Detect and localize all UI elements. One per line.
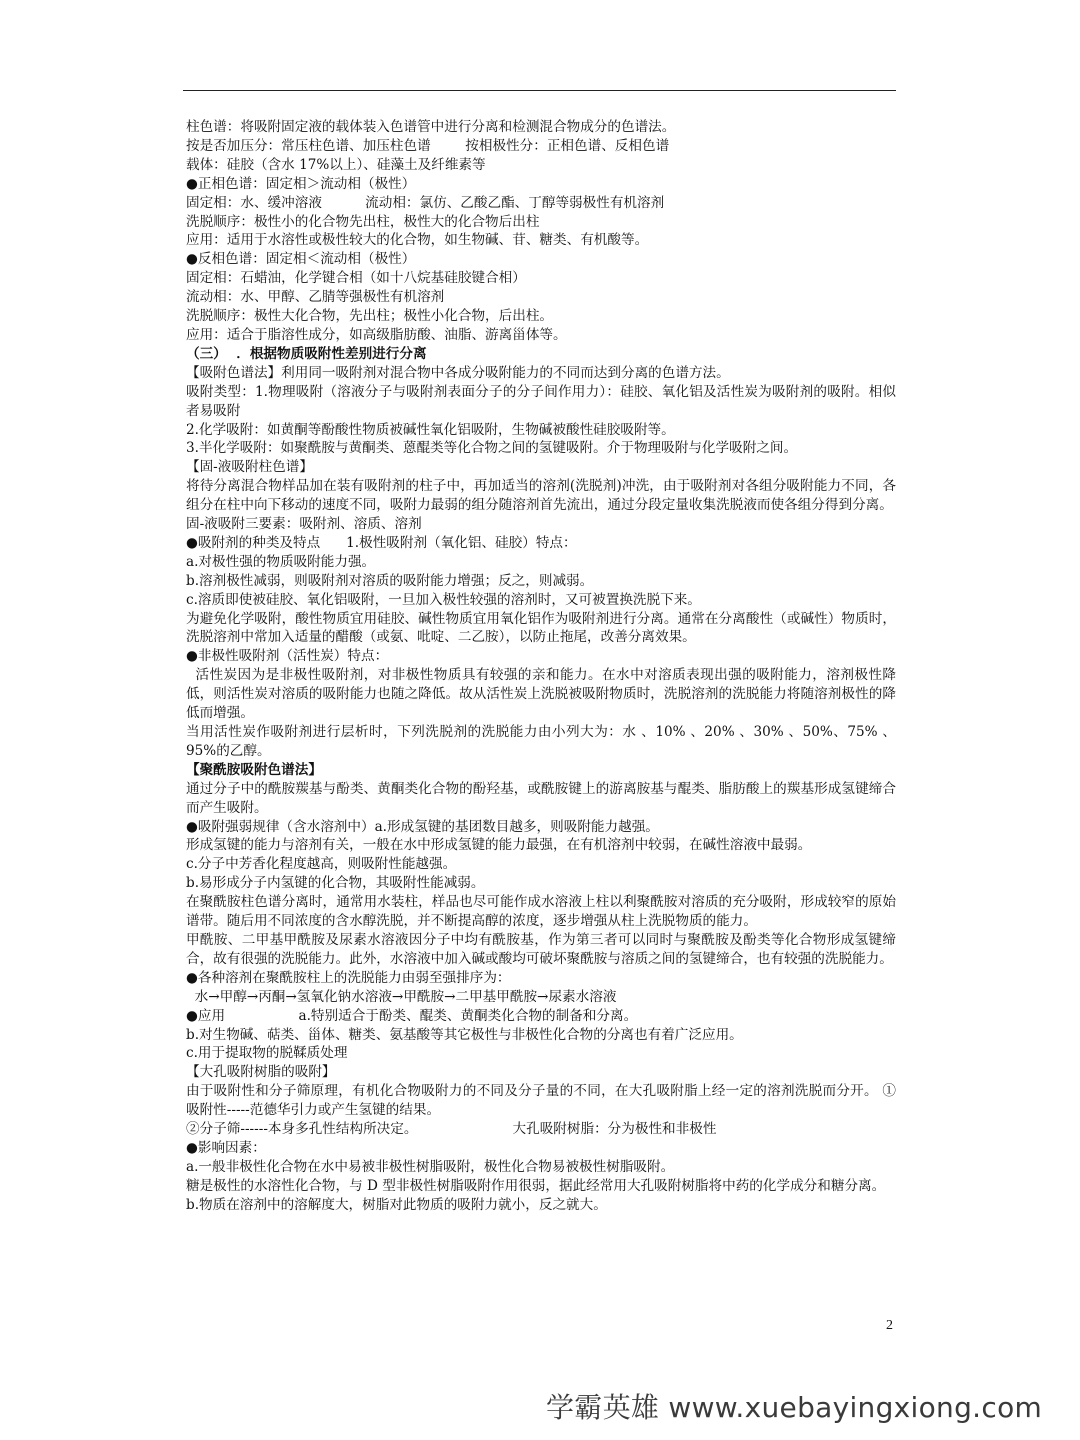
- text-line: 按是否加压分：常压柱色谱、加压柱色谱 按相极性分：正相色谱、反相色谱: [186, 137, 670, 154]
- text-line: 吸附类型：1.物理吸附（溶液分子与吸附剂表面分子的分子间作用力）：硅胶、氧化铝及活性炭为吸附剂的吸附。相似者易吸附: [186, 383, 896, 419]
- text-line: ●非极性吸附剂（活性炭）特点：: [186, 648, 389, 665]
- text-line: c.用于提取物的脱鞣质处理: [186, 1045, 348, 1062]
- text-line: 洗脱顺序：极性大化合物，先出柱；极性小化合物，后出柱。: [186, 308, 554, 325]
- text-line: 甲酰胺、二甲基甲酰胺及尿素水溶液因分子中均有酰胺基，作为第三者可以同时与聚酰胺及酚类等化合物形成氢键缔合，故有很强的洗脱能力。此外，水溶液中加入碱或酸均可破坏聚酰胺与溶质之间的氢键缔合，也有较强的洗脱能力。: [186, 931, 896, 967]
- watermark-text: 学霸英雄 www.xuebayingxiong.com: [546, 1391, 1043, 1424]
- text-line: （三） ．根据物质吸附性差别进行分离: [186, 345, 427, 362]
- text-line: b.物质在溶剂中的溶解度大，树脂对此物质的吸附力就小，反之就大。: [186, 1196, 607, 1213]
- text-line: 【吸附色谱法】利用同一吸附剂对混合物中各成分吸附能力的不同而达到分离的色谱方法。: [186, 364, 730, 381]
- header-rule: [183, 90, 896, 91]
- text-line: 【大孔吸附树脂的吸附】: [186, 1064, 336, 1081]
- text-line: ●影响因素：: [186, 1139, 266, 1156]
- text-line: a.对极性强的物质吸附能力强。: [186, 553, 376, 570]
- text-line: 2.化学吸附：如黄酮等酚酸性物质被碱性氧化铝吸附，生物碱被酸性硅胶吸附等。: [186, 421, 675, 438]
- text-line: 载体：硅胶（含水 17%以上）、硅藻土及纤维素等: [186, 156, 486, 173]
- text-line: b.溶剂极性减弱，则吸附剂对溶质的吸附能力增强；反之，则减弱。: [186, 572, 594, 589]
- text-line: 流动相：水、甲醇、乙腈等强极性有机溶剂: [186, 289, 445, 306]
- text-line: 固-液吸附三要素：吸附剂、溶质、溶剂: [186, 516, 422, 533]
- text-line: ●反相色谱：固定相＜流动相（极性）: [186, 251, 416, 268]
- text-line: 糖是极性的水溶性化合物，与 D 型非极性树脂吸附作用很弱，据此经常用大孔吸附树脂将中药的化学成分和糖分离。: [186, 1177, 886, 1194]
- text-line: 固定相：石蜡油，化学键合相（如十八烷基硅胶键合相）: [186, 270, 526, 287]
- text-line: 在聚酰胺柱色谱分离时，通常用水装柱，样品也尽可能作成水溶液上柱以利聚酰胺对溶质的充分吸附，形成较窄的原始谱带。随后用不同浓度的含水醇洗脱，并不断提高醇的浓度，逐步增强从柱上洗脱物质的能力。: [186, 894, 896, 930]
- text-line: 固定相：水、缓冲溶液 流动相：氯仿、乙酸乙酯、丁醇等弱极性有机溶剂: [186, 194, 665, 211]
- text-line: 为避免化学吸附，酸性物质宜用硅胶、碱性物质宜用氧化铝作为吸附剂进行分离。通常在分离酸性（或碱性）物质时，洗脱溶剂中常加入适量的醋酸（或氨、吡啶、二乙胺），以防止拖尾，改善分离效果。: [186, 610, 896, 646]
- text-line: b.易形成分子内氢键的化合物，其吸附性能减弱。: [186, 875, 485, 892]
- text-line: ●正相色谱：固定相＞流动相（极性）: [186, 175, 416, 192]
- text-line: b.对生物碱、萜类、甾体、糖类、氨基酸等其它极性与非极性化合物的分离也有着广泛应用。: [186, 1026, 743, 1043]
- text-line: 应用：适合于脂溶性成分，如高级脂肪酸、油脂、游离甾体等。: [186, 326, 567, 343]
- text-line: 【固-液吸附柱色谱】: [186, 459, 313, 476]
- text-line: ●应用 a.特别适合于酚类、醌类、黄酮类化合物的制备和分离。: [186, 1007, 638, 1024]
- text-line: 通过分子中的酰胺羰基与酚类、黄酮类化合物的酚羟基，或酰胺键上的游离胺基与醌类、脂肪酸上的羰基形成氢键缔合而产生吸附。: [186, 780, 896, 816]
- text-line: a.一般非极性化合物在水中易被非极性树脂吸附，极性化合物易被极性树脂吸附。: [186, 1158, 675, 1175]
- text-line: 洗脱顺序：极性小的化合物先出柱，极性大的化合物后出柱: [186, 213, 540, 230]
- text-line: 当用活性炭作吸附剂进行层析时，下列洗脱剂的洗脱能力由小列大为：水 、10% 、20% 、30% 、50%、75% 、95%的乙醇。: [186, 724, 896, 759]
- text-line: 柱色谱：将吸附固定液的载体装入色谱管中进行分离和检测混合物成分的色谱法。: [186, 119, 676, 135]
- text-line: ●各种溶剂在聚酰胺柱上的洗脱能力由弱至强排序为：: [186, 969, 511, 986]
- text-line: 应用：适用于水溶性或极性较大的化合物，如生物碱、苷、糖类、有机酸等。: [186, 232, 649, 249]
- text-line: ●吸附强弱规律（含水溶剂中）a.形成氢键的基团数目越多，则吸附能力越强。: [186, 818, 659, 835]
- text-line: 【聚酰胺吸附色谱法】: [186, 761, 322, 778]
- text-line: 形成氢键的能力与溶剂有关，一般在水中形成氢键的能力最强，在有机溶剂中较弱，在碱性溶液中最弱。: [186, 837, 812, 854]
- text-line: 活性炭因为是非极性吸附剂，对非极性物质具有较强的亲和能力。在水中对溶质表现出强的吸附能力，溶剂极性降低，则活性炭对溶质的吸附能力也随之降低。故从活性炭上洗脱被吸附物质时，洗脱溶剂的洗脱能力将随溶剂极性的降低而增强。: [186, 667, 896, 722]
- text-line: c.溶质即使被硅胶、氧化铝吸附，一旦加入极性较强的溶剂时，又可被置换洗脱下来。: [186, 591, 701, 608]
- text-line: 水→甲醇→丙酮→氢氧化钠水溶液→甲酰胺→二甲基甲酰胺→尿素水溶液: [186, 988, 617, 1005]
- text-line: ●吸附剂的种类及特点 1.极性吸附剂（氧化铝、硅胶）特点：: [186, 534, 577, 551]
- text-line: 3.半化学吸附：如聚酰胺与黄酮类、蒽醌类等化合物之间的氢键吸附。介于物理吸附与化学吸附之间。: [186, 440, 798, 457]
- text-line: 由于吸附性和分子筛原理，有机化合物吸附力的不同及分子量的不同，在大孔吸附脂上经一定的溶剂洗脱而分开。 ①吸附性-----范德华引力或产生氢键的结果。: [186, 1083, 896, 1119]
- text-line: ②分子筛------本身多孔性结构所决定。 大孔吸附树脂：分为极性和非极性: [186, 1121, 717, 1138]
- text-line: 将待分离混合物样品加在装有吸附剂的柱子中，再加适当的溶剂(洗脱剂)冲洗，由于吸附剂对各组分吸附能力不同，各组分在柱中向下移动的速度不同，吸附力最弱的组分随溶剂首先流出，通过分段定量收集洗脱液而使各组分得到分离。: [186, 478, 896, 514]
- document-body: [186, 118, 896, 1215]
- text-line: c.分子中芳香化程度越高，则吸附性能越强。: [186, 856, 457, 873]
- page-number: 2: [886, 1318, 893, 1333]
